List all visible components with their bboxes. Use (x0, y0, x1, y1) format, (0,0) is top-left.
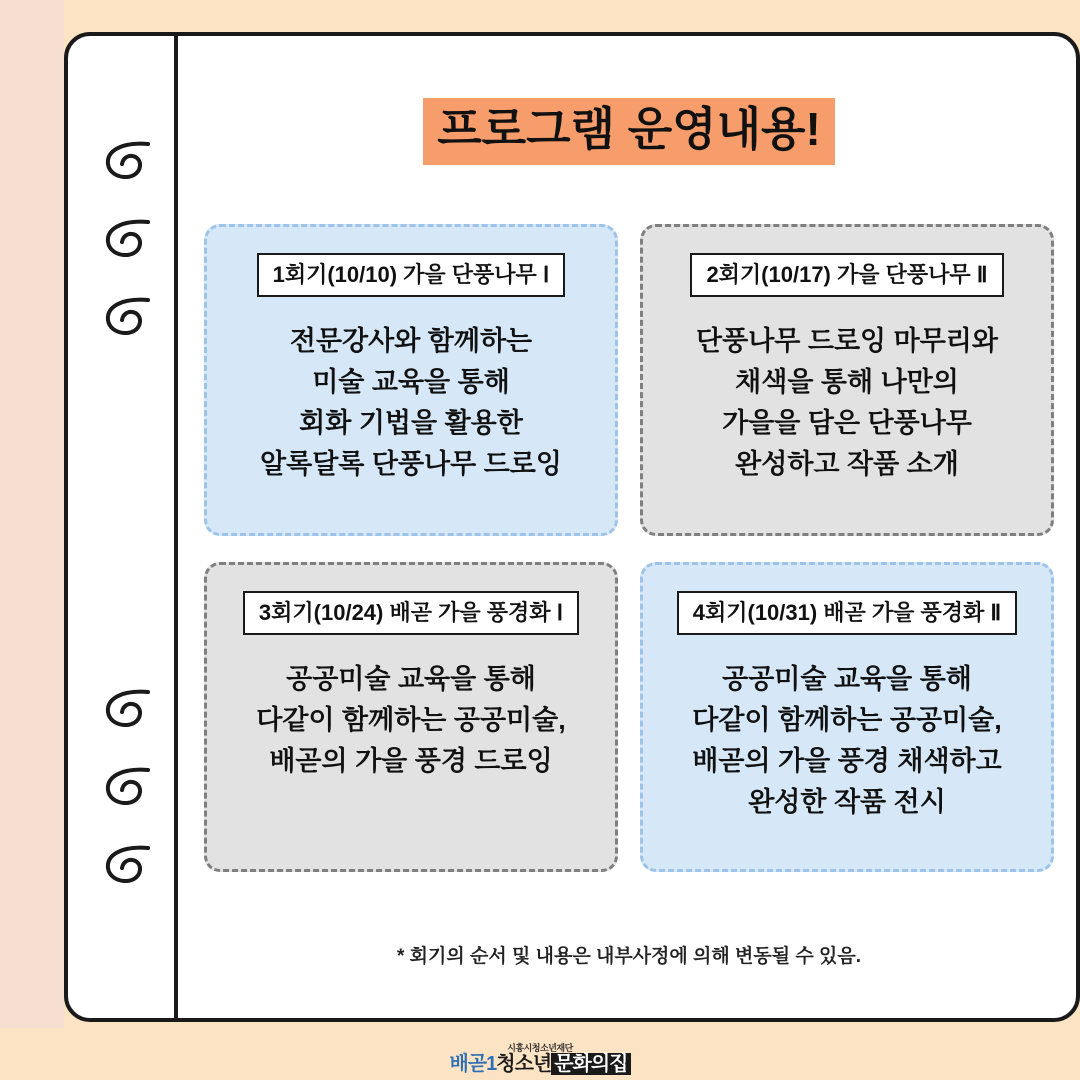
session-card-1-line-3: 회화 기법을 활용한 (299, 408, 523, 439)
page-title-wrap (178, 36, 1080, 165)
session-card-2-line-2: 채색을 통해 나만의 (735, 367, 959, 398)
session-card-2-label: 2회기(10/17) 가을 단풍나무 Ⅱ (690, 253, 1003, 297)
spiral-ring-icon (98, 216, 152, 270)
session-card-1-line-1: 전문강사와 함께하는 (289, 326, 533, 357)
session-card-2-line-3: 가을을 담은 단풍나무 (722, 408, 972, 439)
session-card-4-line-3: 배곧의 가을 풍경 채색하고 (692, 746, 1002, 777)
spiral-ring-icon (98, 138, 152, 192)
session-card-4-label: 4회기(10/31) 배곧 가을 풍경화 Ⅱ (677, 591, 1018, 635)
session-card-4 (640, 562, 1054, 872)
organization-logo (0, 1044, 1080, 1076)
session-card-2-line-4: 완성하고 작품 소개 (735, 449, 959, 480)
session-card-3-line-1: 공공미술 교육을 통해 (286, 664, 536, 695)
page-title: 프로그램 운영내용! (423, 98, 835, 165)
session-card-grid (204, 224, 1054, 872)
session-card-4-line-2: 다같이 함께하는 공공미술, (692, 705, 1002, 736)
session-card-2 (640, 224, 1054, 536)
spiral-ring-icon (98, 842, 152, 896)
logo-main-text (0, 1053, 1080, 1076)
session-card-4-line-1: 공공미술 교육을 통해 (722, 664, 972, 695)
page-content (178, 36, 1080, 1018)
session-card-3-body (225, 659, 597, 782)
session-card-1-line-2: 미술 교육을 통해 (312, 367, 510, 398)
session-card-4-body (661, 659, 1033, 823)
spiral-ring-icon (98, 686, 152, 740)
logo-top-text: 시흥시청소년재단 (507, 1043, 573, 1053)
session-card-1-label: 1회기(10/10) 가을 단풍나무 Ⅰ (257, 253, 566, 297)
footnote-text: * 회기의 순서 및 내용은 내부사정에 의해 변동될 수 있음. (397, 946, 861, 967)
session-card-3-line-2: 다같이 함께하는 공공미술, (256, 705, 566, 736)
session-card-1-body (225, 321, 597, 485)
session-card-3 (204, 562, 618, 872)
logo-name-part1: 배곧1 (449, 1053, 497, 1075)
session-card-2-line-1: 단풍나무 드로잉 마무리와 (696, 326, 998, 357)
spiral-ring-icon (98, 764, 152, 818)
session-card-4-line-4: 완성한 작품 전시 (748, 787, 946, 818)
spiral-ring-icon (98, 294, 152, 348)
logo-name-part2: 청소년 (496, 1053, 552, 1075)
notebook-page (64, 32, 1080, 1022)
session-card-1 (204, 224, 618, 536)
logo-name-part3: 문화의집 (551, 1053, 630, 1075)
session-card-3-label: 3회기(10/24) 배곧 가을 풍경화 Ⅰ (243, 591, 579, 635)
session-card-3-line-3: 배곧의 가을 풍경 드로잉 (269, 746, 553, 777)
session-card-1-line-4: 알록달록 단풍나무 드로잉 (260, 449, 562, 480)
left-background-band (0, 0, 64, 1080)
session-card-2-body (661, 321, 1033, 485)
